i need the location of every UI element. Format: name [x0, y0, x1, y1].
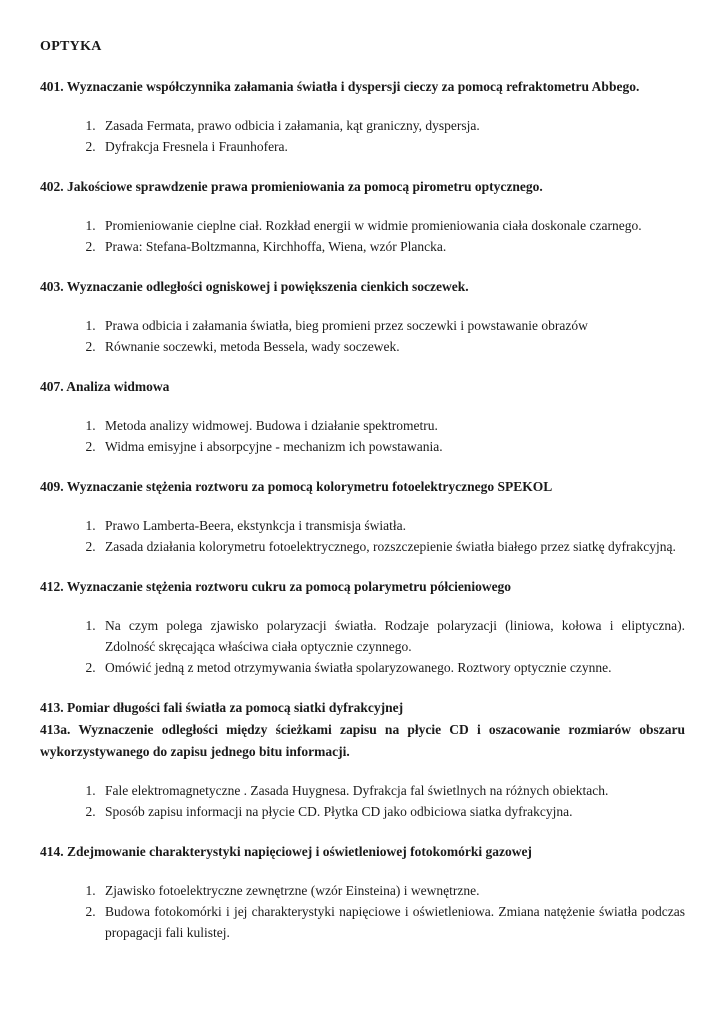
topic-list	[40, 515, 685, 557]
section-heading-line: 414. Zdejmowanie charakterystyki napięciowej i oświetleniowej fotokomórki gazowej	[40, 844, 532, 859]
topic-item: 2. Sposób zapisu informacji na płycie CD. Płytka CD jako odbiciowa siatka dyfrakcyjna.	[99, 801, 685, 822]
section-heading	[40, 576, 685, 598]
topic-item: 1. Fale elektromagnetyczne . Zasada Huygnesa. Dyfrakcja fal świetlnych na różnych obiektach.	[99, 780, 685, 801]
topic-item: 2. Widma emisyjne i absorpcyjne - mechanizm ich powstawania.	[99, 436, 685, 457]
topic-item: 2. Budowa fotokomórki i jej charakterystyki napięciowe i oświetleniowa. Zmiana natężenie światła podczas propagacji fali kulistej.	[99, 901, 685, 943]
section-403	[40, 276, 685, 357]
section-heading-line: 413. Pomiar długości fali światła za pomocą siatki dyfrakcyjnej	[40, 700, 404, 715]
section-heading-line: 412. Wyznaczanie stężenia roztworu cukru za pomocą polarymetru półcieniowego	[40, 579, 512, 594]
topic-list	[40, 315, 685, 357]
topic-list	[40, 415, 685, 457]
document-title: OPTYKA	[40, 39, 102, 54]
topic-list	[40, 615, 685, 678]
topic-item: 1. Zjawisko fotoelektryczne zewnętrzne (wzór Einsteina) i wewnętrzne.	[99, 880, 685, 901]
topic-item: 2. Dyfrakcja Fresnela i Fraunhofera.	[99, 136, 685, 157]
section-heading-line: 402. Jakościowe sprawdzenie prawa promieniowania za pomocą pirometru optycznego.	[40, 179, 543, 194]
section-heading	[40, 697, 685, 763]
section-heading-line: 403. Wyznaczanie odległości ogniskowej i powiększenia cienkich soczewek.	[40, 279, 469, 294]
topic-list	[40, 215, 685, 257]
section-412	[40, 576, 685, 678]
topic-item: 1. Prawo Lamberta-Beera, ekstynkcja i transmisja światła.	[99, 515, 685, 536]
section-heading	[40, 76, 685, 98]
topic-item: 1. Promieniowanie cieplne ciał. Rozkład energii w widmie promieniowania ciała doskonale czarnego.	[99, 215, 685, 236]
topic-list	[40, 780, 685, 822]
section-heading	[40, 476, 685, 498]
section-heading	[40, 841, 685, 863]
section-413	[40, 697, 685, 822]
topic-list	[40, 115, 685, 157]
topic-item: 1. Metoda analizy widmowej. Budowa i działanie spektrometru.	[99, 415, 685, 436]
section-heading	[40, 176, 685, 198]
section-407	[40, 376, 685, 457]
section-heading-line: 401. Wyznaczanie współczynnika załamania światła i dyspersji cieczy za pomocą refraktometru Abbego.	[40, 79, 640, 94]
topic-item: 2. Zasada działania kolorymetru fotoelektrycznego, rozszczepienie światła białego przez siatkę dyfrakcyjną.	[99, 536, 685, 557]
section-409	[40, 476, 685, 557]
section-401	[40, 76, 685, 157]
topic-list	[40, 880, 685, 943]
topic-item: 2. Prawa: Stefana-Boltzmanna, Kirchhoffa, Wiena, wzór Plancka.	[99, 236, 685, 257]
section-heading-line: 413a. Wyznaczenie odległości między ścieżkami zapisu na płycie CD i oszacowanie rozmiarów obszaru wykorzystywanego do zapisu jednego bitu informacji.	[40, 722, 685, 759]
section-heading-line: 409. Wyznaczanie stężenia roztworu za pomocą kolorymetru fotoelektrycznego SPEKOL	[40, 479, 553, 494]
topic-item: 2. Równanie soczewki, metoda Bessela, wady soczewek.	[99, 336, 685, 357]
section-414	[40, 841, 685, 943]
topic-item: 1. Na czym polega zjawisko polaryzacji światła. Rodzaje polaryzacji (liniowa, kołowa i eliptyczna). Zdolność skręcająca właściwa ciała optycznie czynnego.	[99, 615, 685, 657]
section-heading	[40, 376, 685, 398]
topic-item: 1. Zasada Fermata, prawo odbicia i załamania, kąt graniczny, dyspersja.	[99, 115, 685, 136]
topic-item: 2. Omówić jedną z metod otrzymywania światła spolaryzowanego. Roztwory optycznie czynne.	[99, 657, 685, 678]
section-heading	[40, 276, 685, 298]
section-heading-line: 407. Analiza widmowa	[40, 379, 170, 394]
section-402	[40, 176, 685, 257]
topic-item: 1. Prawa odbicia i załamania światła, bieg promieni przez soczewki i powstawanie obrazów	[99, 315, 685, 336]
